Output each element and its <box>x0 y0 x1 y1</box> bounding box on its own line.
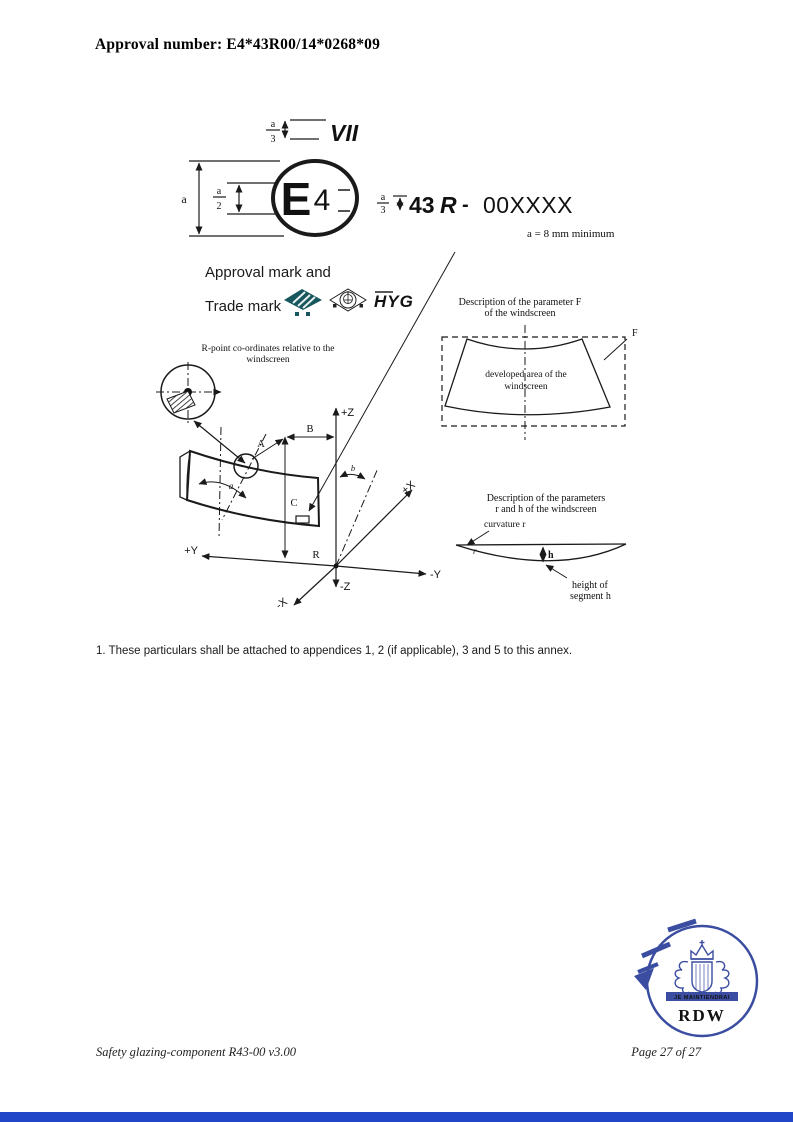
axis-label-minus-y: -Y <box>430 569 441 581</box>
axis-label-minus-x: -X <box>273 595 290 612</box>
approval-serial: 00XXXX <box>483 192 573 218</box>
param-f-caption-line2: of the windscreen <box>484 308 556 319</box>
param-rh-figure <box>456 493 626 602</box>
axis-minus-y <box>336 566 426 574</box>
axis-label-minus-z: -Z <box>340 581 351 593</box>
label-h: h <box>548 550 554 561</box>
segment-arc <box>456 544 626 561</box>
height-label-line2: segment h <box>570 591 611 602</box>
trade-mark-caption-line2: Trade mark <box>205 298 282 315</box>
axis-minus-x <box>294 566 336 605</box>
dim-a-label: a <box>181 192 187 206</box>
windscreen-outline <box>187 451 319 526</box>
axis-plus-x <box>336 490 412 566</box>
emark-figure <box>181 119 615 240</box>
mark-location-pointer <box>309 252 455 511</box>
rpoint-caption-line1: R-point co-ordinates relative to the <box>201 344 335 354</box>
rdw-stripe <box>642 944 670 956</box>
curvature-pointer <box>467 531 489 545</box>
param-rh-caption-line2: r and h of the windscreen <box>495 504 597 515</box>
regulation-letter: R <box>440 192 457 218</box>
axis-label-plus-y: +Y <box>184 545 198 557</box>
rdw-name: RDW <box>678 1006 726 1025</box>
f-pointer-line <box>604 339 627 360</box>
axis-label-plus-z: +Z <box>341 407 355 419</box>
approval-mark-location-box <box>296 516 309 523</box>
rpoint-caption-line2: windscreen <box>246 355 290 365</box>
windscreen-figure <box>180 407 442 612</box>
footer-document-title: Safety glazing-component R43-00 v3.00 <box>96 1045 296 1059</box>
lion-left-icon <box>675 962 689 994</box>
rdw-logo <box>628 912 776 1050</box>
label-r: r <box>473 546 477 556</box>
height-label-line1: height of <box>572 580 608 591</box>
trademark-logo-emblem-icon <box>330 289 366 311</box>
frac-a3-right-num: a <box>380 192 386 203</box>
label-R-origin: R <box>312 549 320 561</box>
angle-alpha-arc <box>199 482 246 498</box>
height-pointer <box>546 565 567 578</box>
curvature-label: curvature r <box>484 520 526 530</box>
trademark-logo-diamond-icon <box>284 289 322 316</box>
inclination-dashdot-line <box>336 468 378 566</box>
label-F: F <box>632 328 638 339</box>
axis-label-plus-x: +X <box>399 478 418 497</box>
class-vii-label: VII <box>330 120 359 146</box>
label-B: B <box>306 424 314 435</box>
footer-page-number: Page 27 of 27 <box>631 1045 701 1059</box>
trademark-logo-hyg-icon <box>374 292 414 311</box>
size-note: a = 8 mm minimum <box>527 228 615 240</box>
trademark-logos <box>284 289 414 316</box>
frac-a2-den: 2 <box>216 201 222 212</box>
frac-a2-num: a <box>216 186 222 197</box>
param-f-caption-line1: Description of the parameter F <box>458 297 582 308</box>
lion-right-icon <box>715 962 729 994</box>
crown-icon <box>691 940 713 959</box>
frac-a3-top-den: 3 <box>270 134 276 145</box>
footnote: 1. These particulars shall be attached to appendices 1, 2 (if applicable), 3 and 5 to this annex. <box>96 645 573 657</box>
e-letter: E <box>280 173 312 225</box>
approval-mark-caption-line1: Approval mark and <box>205 264 331 281</box>
coat-of-arms <box>675 962 729 994</box>
country-number: 4 <box>313 184 331 217</box>
label-A: A <box>257 439 265 450</box>
developed-area-text2: windscreen <box>504 382 548 392</box>
angle-b-arc <box>340 474 365 479</box>
chord-line <box>456 544 626 545</box>
frac-a3-right-den: 3 <box>380 205 386 216</box>
rpoint-figure <box>156 344 334 463</box>
angle-alpha-label: a <box>228 481 234 491</box>
code-dash: - <box>462 194 469 216</box>
regulation-number: 43 <box>409 192 435 218</box>
param-rh-caption-line1: Description of the parameters <box>486 493 606 504</box>
bottom-bar <box>0 1112 793 1122</box>
frac-a3-top-num: a <box>270 119 276 130</box>
shield <box>692 962 712 992</box>
developed-area-text1: developed area of the <box>485 370 567 380</box>
approval-number: Approval number: E4*43R00/14*0268*09 <box>95 36 381 53</box>
rdw-motto: JE MAINTIENDRAI <box>674 995 730 1001</box>
hyg-text: HYG <box>374 292 414 311</box>
param-f-figure <box>442 297 638 440</box>
label-C: C <box>290 498 298 509</box>
angle-b-label: b <box>350 463 356 473</box>
